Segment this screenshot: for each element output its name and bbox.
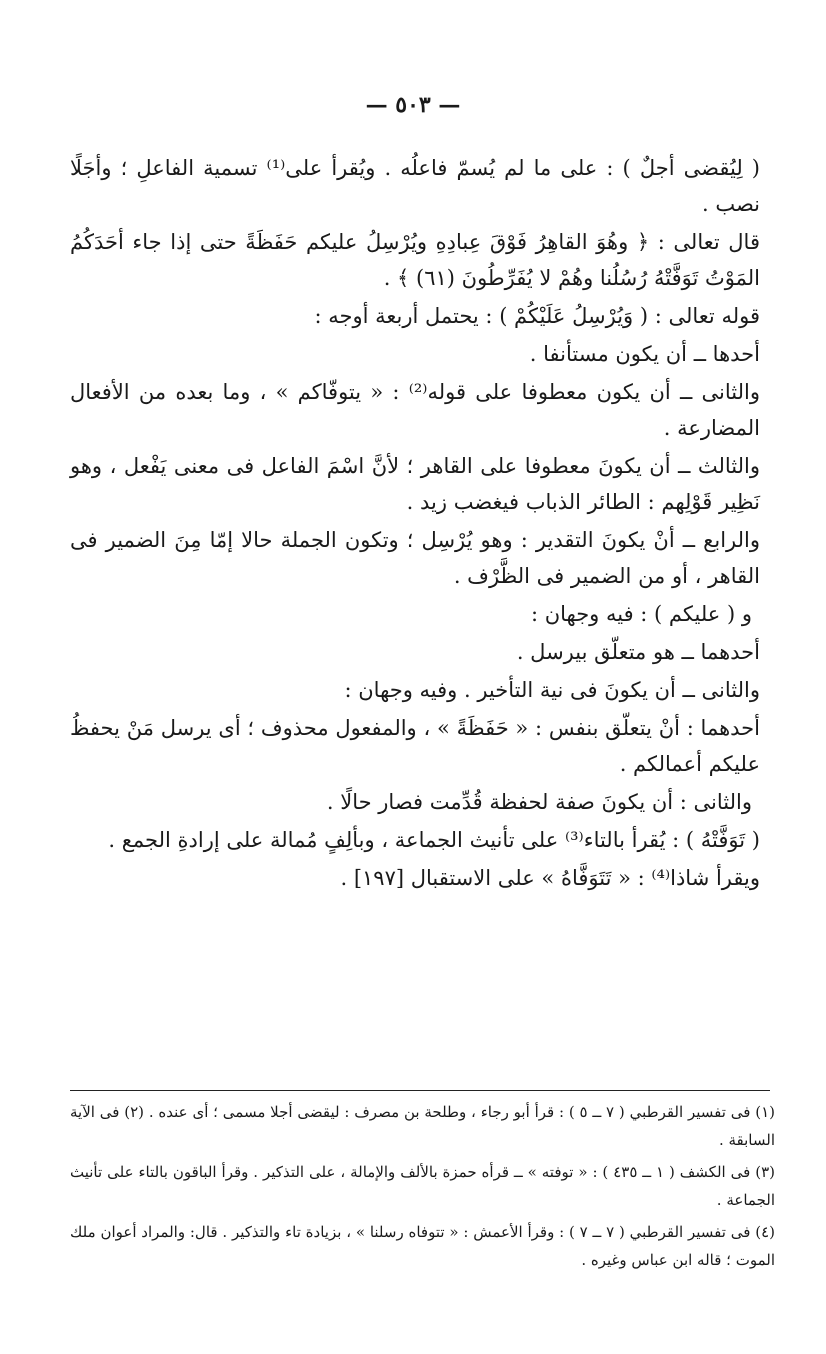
paragraph-tawaffathu: ( تَوَفَّتْهُ ) : يُقرأ بالتاء⁽³⁾ على تأنيث الجماعة ، وبألِفٍ مُمالة على إرادةِ الجمع . <box>108 828 760 852</box>
paragraph-four-aspects: قوله تعالى : ( وَيُرْسِلُ عَلَيْكُمْ ) : يحتمل أربعة أوجه : <box>314 304 760 328</box>
paragraph-first: أحدها ــ أن يكون مستأنفا . <box>529 342 760 366</box>
footnote-4: (٤) فى تفسير القرطبي ( ٧ ــ ٧ ) : وقرأ الأعمش : « تتوفاه رسلنا » ، بزيادة تاء والتذكير . قال: والمراد أعوان ملك الموت ؛ قاله ابن عباس وغيره . <box>70 1223 775 1269</box>
paragraph-alaykum-second: والثانى ــ أن يكونَ فى نية التأخير . وفيه وجهان : <box>344 678 760 702</box>
paragraph-third: والثالث ــ أن يكونَ معطوفا على القاهر ؛ لأنَّ اسْمَ الفاعل فى معنى يَفْعل ، وهو نَظِير قَوْلِهم : الطائر الذباب فيغضب زيد . <box>70 454 760 514</box>
footnote-1-2: (١) فى تفسير القرطبي ( ٧ ــ ٥ ) : قرأ أبو رجاء ، وطلحة بن مصرف : ليقضى أجلا مسمى ؛ أى عنده . (٢) فى الآية السابقة . <box>70 1103 776 1149</box>
paragraph-alaykum: و ( عليكم ) : فيه وجهان : <box>530 602 752 626</box>
footnote-divider <box>70 1090 770 1091</box>
paragraph-verse: قال تعالى : ﴿ وهُوَ القاهِرُ فَوْقَ عِبادِهِ ويُرْسِلُ عليكم حَفَظَةً حتى إذا جاء أحَدَكُمُ المَوْتُ تَوَفَّتْهُ رُسُلُنا وهُمْ لا يُفَرِّطُونَ (٦١) ﴾ . <box>70 230 760 290</box>
paragraph-shadh: ويقرأ شاذا⁽⁴⁾ : « تَتَوَفَّاهُ » على الاستقبال [١٩٧] . <box>340 866 760 890</box>
paragraph-alaykum-first: أحدهما ــ هو متعلّق بيرسل . <box>516 640 760 664</box>
page-number: — ٥٠٣ — <box>365 92 461 118</box>
paragraph-fourth: والرابع ــ أنْ يكونَ التقدير : وهو يُرْسِل ؛ وتكون الجملة حالا إمّا مِنَ الضمير فى القاهر ، أو من الضمير فى الظَّرْف . <box>70 528 760 588</box>
paragraph-second: والثانى ــ أن يكون معطوفا على قوله⁽²⁾ : « يتوفّاكم » ، وما بعده من الأفعال المضارعة . <box>70 380 760 440</box>
footnote-3: (٣) فى الكشف ( ١ ــ ٤٣٥ ) : « توفته » ــ قرأه حمزة بالألف والإمالة ، على التذكير . وقرأ الباقون بالتاء على تأنيث الجماعة . <box>70 1163 776 1209</box>
paragraph-lyuqda: ( لِيُقضى أجلٌ ) : على ما لم يُسمّ فاعلُه . ويُقرأ على⁽¹⁾ تسمية الفاعلِ ؛ وأجَلًا نصب . <box>70 156 761 216</box>
paragraph-sub-first: أحدهما : أنْ يتعلّق بنفس : « حَفَظَةً » ، والمفعول محذوف ؛ أى يرسل مَنْ يحفظُ عليكم أعمالكم . <box>70 716 760 776</box>
body-text <box>70 150 760 898</box>
paragraph-sub-second: والثانى : أن يكونَ صفة لحفظة قُدِّمت فصار حالًا . <box>326 790 752 814</box>
footnotes <box>70 1098 775 1278</box>
